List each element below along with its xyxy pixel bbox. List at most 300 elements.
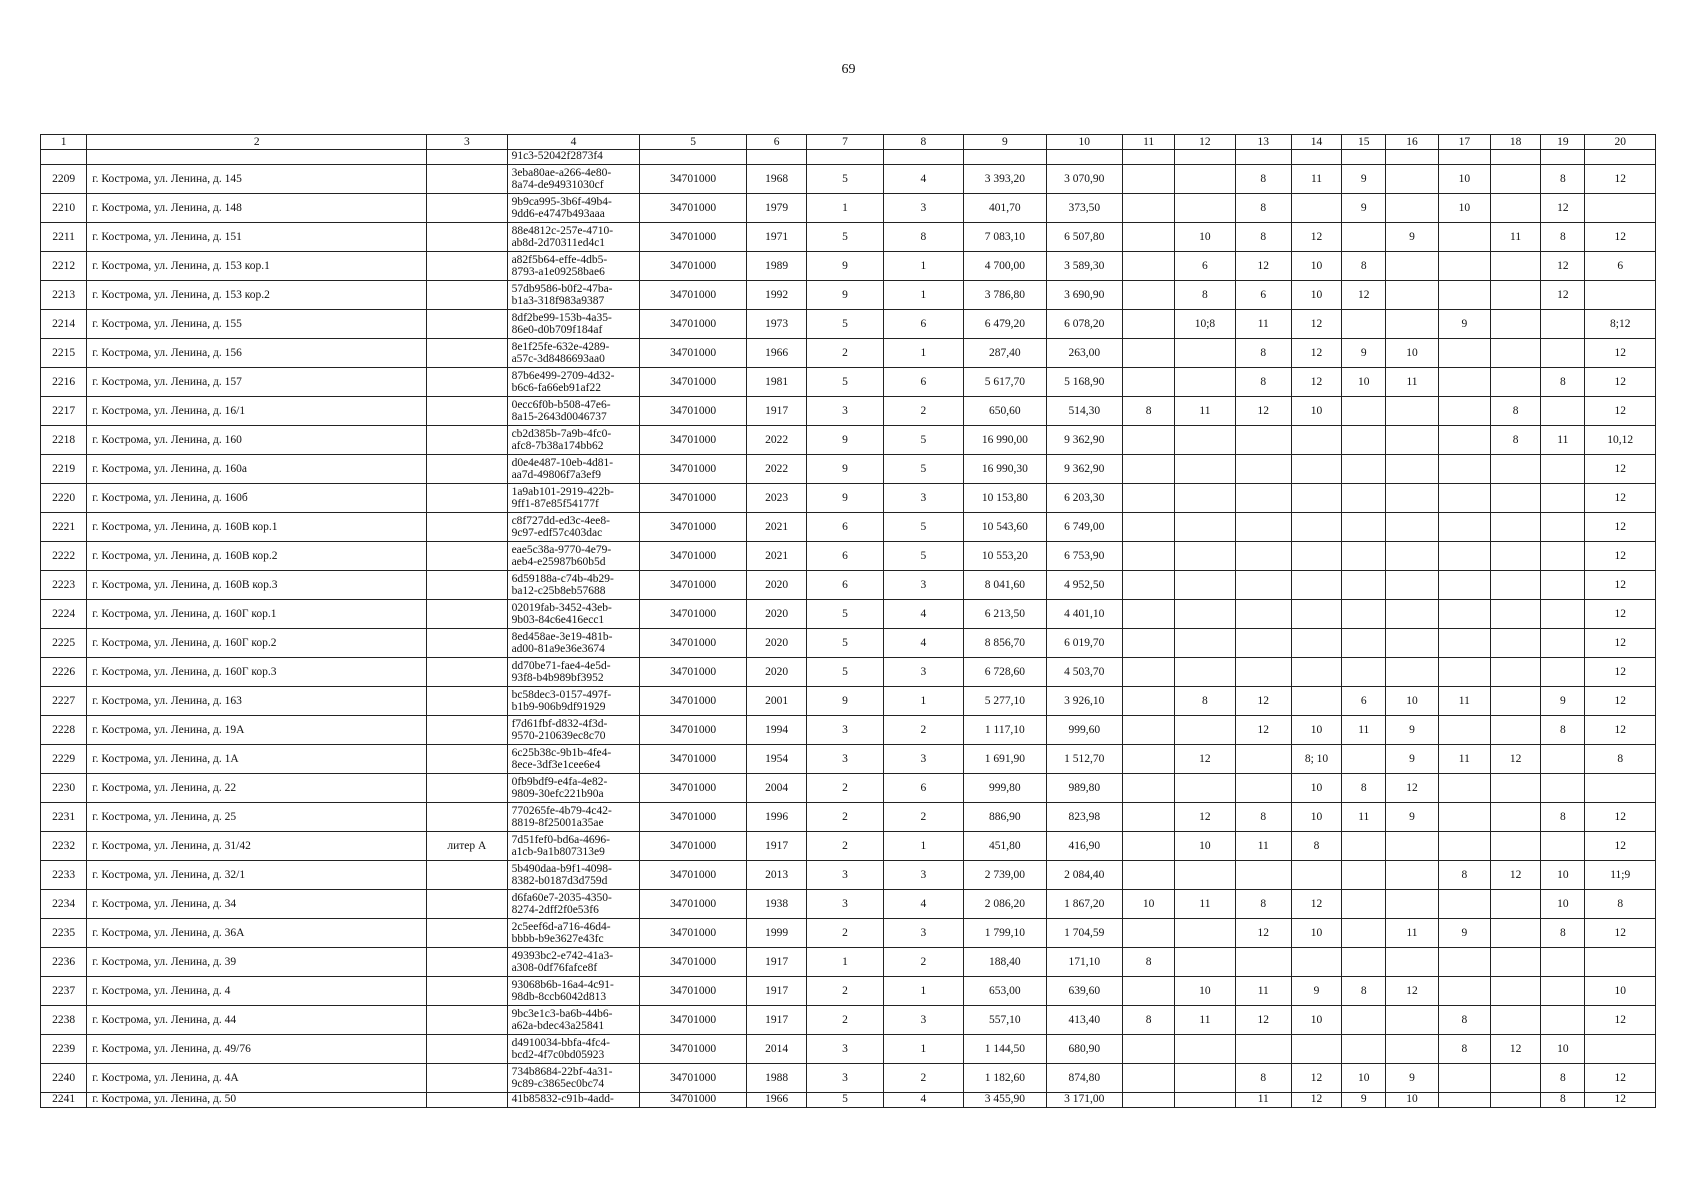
header-row [41, 135, 1656, 150]
empty-cell [883, 150, 963, 165]
empty-cell [1386, 150, 1438, 165]
liter [427, 948, 507, 977]
col-19 [1541, 629, 1585, 658]
col-9: 5 617,70 [964, 368, 1046, 397]
row-number: 2216 [41, 368, 87, 397]
col-12 [1175, 1093, 1235, 1108]
col-10: 4 503,70 [1046, 658, 1122, 687]
oktmo: 34701000 [640, 281, 747, 310]
col-18 [1490, 832, 1540, 861]
row-number: 2223 [41, 571, 87, 600]
col-19 [1541, 774, 1585, 803]
col-20: 6 [1585, 252, 1656, 281]
col-13 [1235, 513, 1291, 542]
col-13: 6 [1235, 281, 1291, 310]
col-14: 10 [1291, 919, 1341, 948]
col-15 [1342, 861, 1386, 890]
guid-part-1: 0fb9bdf9-e4fa-4e82- [511, 776, 608, 788]
column-header-4: 4 [507, 135, 640, 150]
column-header-18: 18 [1490, 135, 1540, 150]
col-17 [1438, 1064, 1490, 1093]
guid-part-2: ad00-81a9e36e3674 [511, 643, 605, 655]
address: г. Кострома, ул. Ленина, д. 16/1 [87, 397, 427, 426]
row-number: 2231 [41, 803, 87, 832]
col-20: 10 [1585, 977, 1656, 1006]
col-16 [1386, 948, 1438, 977]
build-year: 2022 [746, 455, 806, 484]
col-8: 1 [883, 1035, 963, 1064]
col-15: 9 [1342, 339, 1386, 368]
guid-part-1: cb2d385b-7a9b-4fc0- [511, 428, 612, 440]
row-number: 2219 [41, 455, 87, 484]
guid-part-1: 8ed458ae-3e19-481b- [511, 631, 613, 643]
oktmo: 34701000 [640, 484, 747, 513]
col-18 [1490, 687, 1540, 716]
build-year: 1917 [746, 977, 806, 1006]
col-9: 2 739,00 [964, 861, 1046, 890]
col-19: 8 [1541, 165, 1585, 194]
col-11 [1122, 600, 1174, 629]
col-20: 12 [1585, 716, 1656, 745]
col-8: 6 [883, 368, 963, 397]
col-7: 3 [807, 890, 883, 919]
build-year: 2021 [746, 513, 806, 542]
column-header-15: 15 [1342, 135, 1386, 150]
col-15: 11 [1342, 803, 1386, 832]
col-8: 5 [883, 542, 963, 571]
col-20: 12 [1585, 803, 1656, 832]
build-year: 2020 [746, 658, 806, 687]
fias-guid [507, 571, 640, 600]
col-12 [1175, 1035, 1235, 1064]
guid-part-2: 9b03-84c6e416ecc1 [511, 614, 605, 626]
liter [427, 1035, 507, 1064]
col-11 [1122, 1093, 1174, 1108]
col-17: 11 [1438, 745, 1490, 774]
col-19 [1541, 310, 1585, 339]
col-7: 6 [807, 571, 883, 600]
guid-part-1: eae5c38a-9770-4e79- [511, 544, 612, 556]
row-number: 2228 [41, 716, 87, 745]
guid-part-2: a57c-3d8486693aa0 [511, 353, 605, 365]
guid-part-1: 3eba80ae-a266-4e80- [511, 167, 612, 179]
col-19 [1541, 455, 1585, 484]
col-15 [1342, 832, 1386, 861]
col-12 [1175, 455, 1235, 484]
col-12 [1175, 426, 1235, 455]
col-17: 8 [1438, 1035, 1490, 1064]
col-15 [1342, 600, 1386, 629]
empty-cell [964, 150, 1046, 165]
address: г. Кострома, ул. Ленина, д. 19А [87, 716, 427, 745]
col-10: 4 401,10 [1046, 600, 1122, 629]
col-16: 10 [1386, 339, 1438, 368]
col-12 [1175, 542, 1235, 571]
oktmo: 34701000 [640, 745, 747, 774]
col-11 [1122, 426, 1174, 455]
page-number: 69 [841, 62, 856, 77]
fias-guid [507, 803, 640, 832]
col-9: 3 786,80 [964, 281, 1046, 310]
col-12 [1175, 919, 1235, 948]
col-14: 8; 10 [1291, 745, 1341, 774]
col-10: 1 867,20 [1046, 890, 1122, 919]
col-11 [1122, 223, 1174, 252]
empty-cell [640, 150, 747, 165]
guid-part-1: 6c25b38c-9b1b-4fe4- [511, 747, 612, 759]
col-15: 9 [1342, 194, 1386, 223]
col-16: 9 [1386, 716, 1438, 745]
col-11 [1122, 310, 1174, 339]
guid-part-2: ba12-c25b8eb57688 [511, 585, 606, 597]
col-18 [1490, 803, 1540, 832]
col-13 [1235, 426, 1291, 455]
empty-cell [1342, 150, 1386, 165]
table-row [41, 455, 1656, 484]
table-row [41, 948, 1656, 977]
row-number: 2230 [41, 774, 87, 803]
oktmo: 34701000 [640, 455, 747, 484]
col-16 [1386, 571, 1438, 600]
guid-part-2: 86e0-d0b709f184af [511, 324, 603, 336]
liter [427, 774, 507, 803]
col-18 [1490, 484, 1540, 513]
col-7: 6 [807, 513, 883, 542]
col-8: 1 [883, 687, 963, 716]
table-row [41, 1093, 1656, 1108]
fias-guid [507, 832, 640, 861]
fias-guid [507, 426, 640, 455]
empty-cell [746, 150, 806, 165]
col-11 [1122, 252, 1174, 281]
oktmo: 34701000 [640, 1006, 747, 1035]
col-9: 10 543,60 [964, 513, 1046, 542]
col-12 [1175, 339, 1235, 368]
col-8: 5 [883, 455, 963, 484]
build-year: 1979 [746, 194, 806, 223]
row-number: 2232 [41, 832, 87, 861]
col-13 [1235, 745, 1291, 774]
build-year: 1966 [746, 339, 806, 368]
col-16 [1386, 397, 1438, 426]
guid-part-1: 6d59188a-c74b-4b29- [511, 573, 614, 585]
col-20: 12 [1585, 600, 1656, 629]
fias-guid [507, 397, 640, 426]
col-13 [1235, 629, 1291, 658]
col-17: 9 [1438, 310, 1490, 339]
col-10: 2 084,40 [1046, 861, 1122, 890]
guid-part-1: 1a9ab101-2919-422b- [511, 486, 614, 498]
oktmo: 34701000 [640, 977, 747, 1006]
col-8: 2 [883, 1064, 963, 1093]
row-number: 2241 [41, 1093, 87, 1108]
guid-part-1: bc58dec3-0157-497f- [511, 689, 612, 701]
col-8: 3 [883, 1006, 963, 1035]
col-17 [1438, 339, 1490, 368]
col-14: 10 [1291, 281, 1341, 310]
col-17 [1438, 252, 1490, 281]
col-14 [1291, 455, 1341, 484]
col-19: 10 [1541, 1035, 1585, 1064]
col-10: 680,90 [1046, 1035, 1122, 1064]
table-row [41, 803, 1656, 832]
address: г. Кострома, ул. Ленина, д. 151 [87, 223, 427, 252]
table-row [41, 339, 1656, 368]
address: г. Кострома, ул. Ленина, д. 163 [87, 687, 427, 716]
col-13: 12 [1235, 716, 1291, 745]
fias-guid [507, 687, 640, 716]
col-16 [1386, 629, 1438, 658]
col-18 [1490, 890, 1540, 919]
col-12 [1175, 571, 1235, 600]
col-17 [1438, 368, 1490, 397]
column-header-16: 16 [1386, 135, 1438, 150]
fias-guid [507, 861, 640, 890]
col-12 [1175, 513, 1235, 542]
build-year: 1981 [746, 368, 806, 397]
col-9: 653,00 [964, 977, 1046, 1006]
column-header-6: 6 [746, 135, 806, 150]
column-header-7: 7 [807, 135, 883, 150]
guid-part-2: b1b9-906b9df91929 [511, 701, 606, 713]
liter [427, 194, 507, 223]
col-9: 451,80 [964, 832, 1046, 861]
col-13 [1235, 1035, 1291, 1064]
col-14: 10 [1291, 252, 1341, 281]
col-19 [1541, 600, 1585, 629]
oktmo: 34701000 [640, 397, 747, 426]
col-10: 3 690,90 [1046, 281, 1122, 310]
oktmo: 34701000 [640, 513, 747, 542]
col-12: 8 [1175, 281, 1235, 310]
col-11 [1122, 165, 1174, 194]
col-9: 5 277,10 [964, 687, 1046, 716]
fias-guid [507, 310, 640, 339]
oktmo: 34701000 [640, 1064, 747, 1093]
oktmo: 34701000 [640, 223, 747, 252]
column-header-20: 20 [1585, 135, 1656, 150]
col-11 [1122, 455, 1174, 484]
col-13: 8 [1235, 165, 1291, 194]
col-20: 8 [1585, 890, 1656, 919]
guid-part-2: a1cb-9a1b807313e9 [511, 846, 605, 858]
col-13 [1235, 600, 1291, 629]
address: г. Кострома, ул. Ленина, д. 160В кор.2 [87, 542, 427, 571]
fias-guid [507, 455, 640, 484]
col-11 [1122, 281, 1174, 310]
col-8: 1 [883, 832, 963, 861]
col-18 [1490, 1064, 1540, 1093]
col-8: 4 [883, 629, 963, 658]
col-20: 12 [1585, 1093, 1656, 1108]
table-row [41, 890, 1656, 919]
row-number: 2233 [41, 861, 87, 890]
col-12 [1175, 484, 1235, 513]
col-10: 639,60 [1046, 977, 1122, 1006]
col-8: 1 [883, 339, 963, 368]
col-7: 3 [807, 716, 883, 745]
col-17 [1438, 716, 1490, 745]
col-12: 12 [1175, 803, 1235, 832]
col-10: 3 926,10 [1046, 687, 1122, 716]
fias-guid [507, 629, 640, 658]
col-11 [1122, 832, 1174, 861]
col-7: 5 [807, 600, 883, 629]
col-20: 12 [1585, 455, 1656, 484]
empty-cell [1490, 150, 1540, 165]
col-10: 9 362,90 [1046, 426, 1122, 455]
col-20: 12 [1585, 1064, 1656, 1093]
col-7: 3 [807, 397, 883, 426]
col-18 [1490, 281, 1540, 310]
col-19 [1541, 948, 1585, 977]
row-number: 2240 [41, 1064, 87, 1093]
col-7: 9 [807, 687, 883, 716]
col-12 [1175, 1064, 1235, 1093]
build-year: 2001 [746, 687, 806, 716]
fias-guid [507, 774, 640, 803]
col-9: 999,80 [964, 774, 1046, 803]
col-10: 6 753,90 [1046, 542, 1122, 571]
col-14: 10 [1291, 1006, 1341, 1035]
build-year: 2023 [746, 484, 806, 513]
col-15: 12 [1342, 281, 1386, 310]
guid-part-1: 7d51fef0-bd6a-4696- [511, 834, 610, 846]
col-18: 8 [1490, 397, 1540, 426]
col-16 [1386, 890, 1438, 919]
col-15 [1342, 542, 1386, 571]
col-14: 12 [1291, 890, 1341, 919]
col-7: 2 [807, 1006, 883, 1035]
col-17: 9 [1438, 919, 1490, 948]
table-row [41, 919, 1656, 948]
col-17 [1438, 629, 1490, 658]
address: г. Кострома, ул. Ленина, д. 160 [87, 426, 427, 455]
col-8: 2 [883, 716, 963, 745]
col-14 [1291, 658, 1341, 687]
col-15 [1342, 455, 1386, 484]
table-row [41, 368, 1656, 397]
col-10: 416,90 [1046, 832, 1122, 861]
table-row [41, 542, 1656, 571]
build-year: 1917 [746, 948, 806, 977]
col-15: 8 [1342, 977, 1386, 1006]
col-17 [1438, 832, 1490, 861]
fias-guid [507, 716, 640, 745]
col-9: 16 990,00 [964, 426, 1046, 455]
col-11 [1122, 484, 1174, 513]
col-17: 10 [1438, 165, 1490, 194]
row-number: 2239 [41, 1035, 87, 1064]
col-20: 10,12 [1585, 426, 1656, 455]
table-row [41, 1006, 1656, 1035]
address: г. Кострома, ул. Ленина, д. 50 [87, 1093, 427, 1108]
col-17 [1438, 397, 1490, 426]
col-13: 8 [1235, 1064, 1291, 1093]
col-11 [1122, 513, 1174, 542]
col-13 [1235, 542, 1291, 571]
oktmo: 34701000 [640, 687, 747, 716]
col-13: 8 [1235, 890, 1291, 919]
guid-part-1: 770265fe-4b79-4c42- [511, 805, 612, 817]
liter [427, 629, 507, 658]
col-12 [1175, 658, 1235, 687]
col-8: 5 [883, 513, 963, 542]
address: г. Кострома, ул. Ленина, д. 4 [87, 977, 427, 1006]
guid-part-2: 9c97-edf57c403dac [511, 527, 603, 539]
row-number: 2225 [41, 629, 87, 658]
col-14: 10 [1291, 716, 1341, 745]
table-row [41, 629, 1656, 658]
col-19: 12 [1541, 252, 1585, 281]
col-14 [1291, 426, 1341, 455]
col-13 [1235, 571, 1291, 600]
build-year: 2020 [746, 629, 806, 658]
liter [427, 687, 507, 716]
fias-guid [507, 1006, 640, 1035]
empty-cell [1122, 150, 1174, 165]
col-8: 2 [883, 803, 963, 832]
col-16 [1386, 513, 1438, 542]
col-10: 6 749,00 [1046, 513, 1122, 542]
col-10: 3 070,90 [1046, 165, 1122, 194]
liter [427, 716, 507, 745]
col-7: 3 [807, 1064, 883, 1093]
guid-part-2: b6c6-fa66eb91af22 [511, 382, 601, 394]
row-number: 2221 [41, 513, 87, 542]
col-18 [1490, 368, 1540, 397]
address: г. Кострома, ул. Ленина, д. 31/42 [87, 832, 427, 861]
col-17 [1438, 977, 1490, 1006]
table-row [41, 658, 1656, 687]
col-14 [1291, 513, 1341, 542]
row-number: 2224 [41, 600, 87, 629]
oktmo: 34701000 [640, 426, 747, 455]
col-15 [1342, 948, 1386, 977]
table-row [41, 716, 1656, 745]
guid-part-1: d4910034-bbfa-4fc4- [511, 1037, 610, 1049]
table-row [41, 426, 1656, 455]
col-15: 10 [1342, 368, 1386, 397]
liter [427, 426, 507, 455]
col-11 [1122, 542, 1174, 571]
build-year: 2004 [746, 774, 806, 803]
col-11 [1122, 368, 1174, 397]
col-11 [1122, 629, 1174, 658]
fias-guid [507, 223, 640, 252]
col-14: 10 [1291, 803, 1341, 832]
row-number: 2227 [41, 687, 87, 716]
col-18 [1490, 513, 1540, 542]
guid-part-1: 9bc3e1c3-ba6b-44b6- [511, 1008, 613, 1020]
liter [427, 977, 507, 1006]
col-19 [1541, 571, 1585, 600]
liter [427, 455, 507, 484]
col-12: 11 [1175, 890, 1235, 919]
column-header-11: 11 [1122, 135, 1174, 150]
guid-part-2: bcd2-4f7c0bd05923 [511, 1049, 605, 1061]
col-16 [1386, 832, 1438, 861]
col-14: 11 [1291, 165, 1341, 194]
address: г. Кострома, ул. Ленина, д. 153 кор.1 [87, 252, 427, 281]
col-7: 2 [807, 832, 883, 861]
empty-cell [427, 150, 507, 165]
col-19: 10 [1541, 861, 1585, 890]
col-10: 6 019,70 [1046, 629, 1122, 658]
col-15 [1342, 310, 1386, 339]
build-year: 2022 [746, 426, 806, 455]
col-19: 8 [1541, 716, 1585, 745]
